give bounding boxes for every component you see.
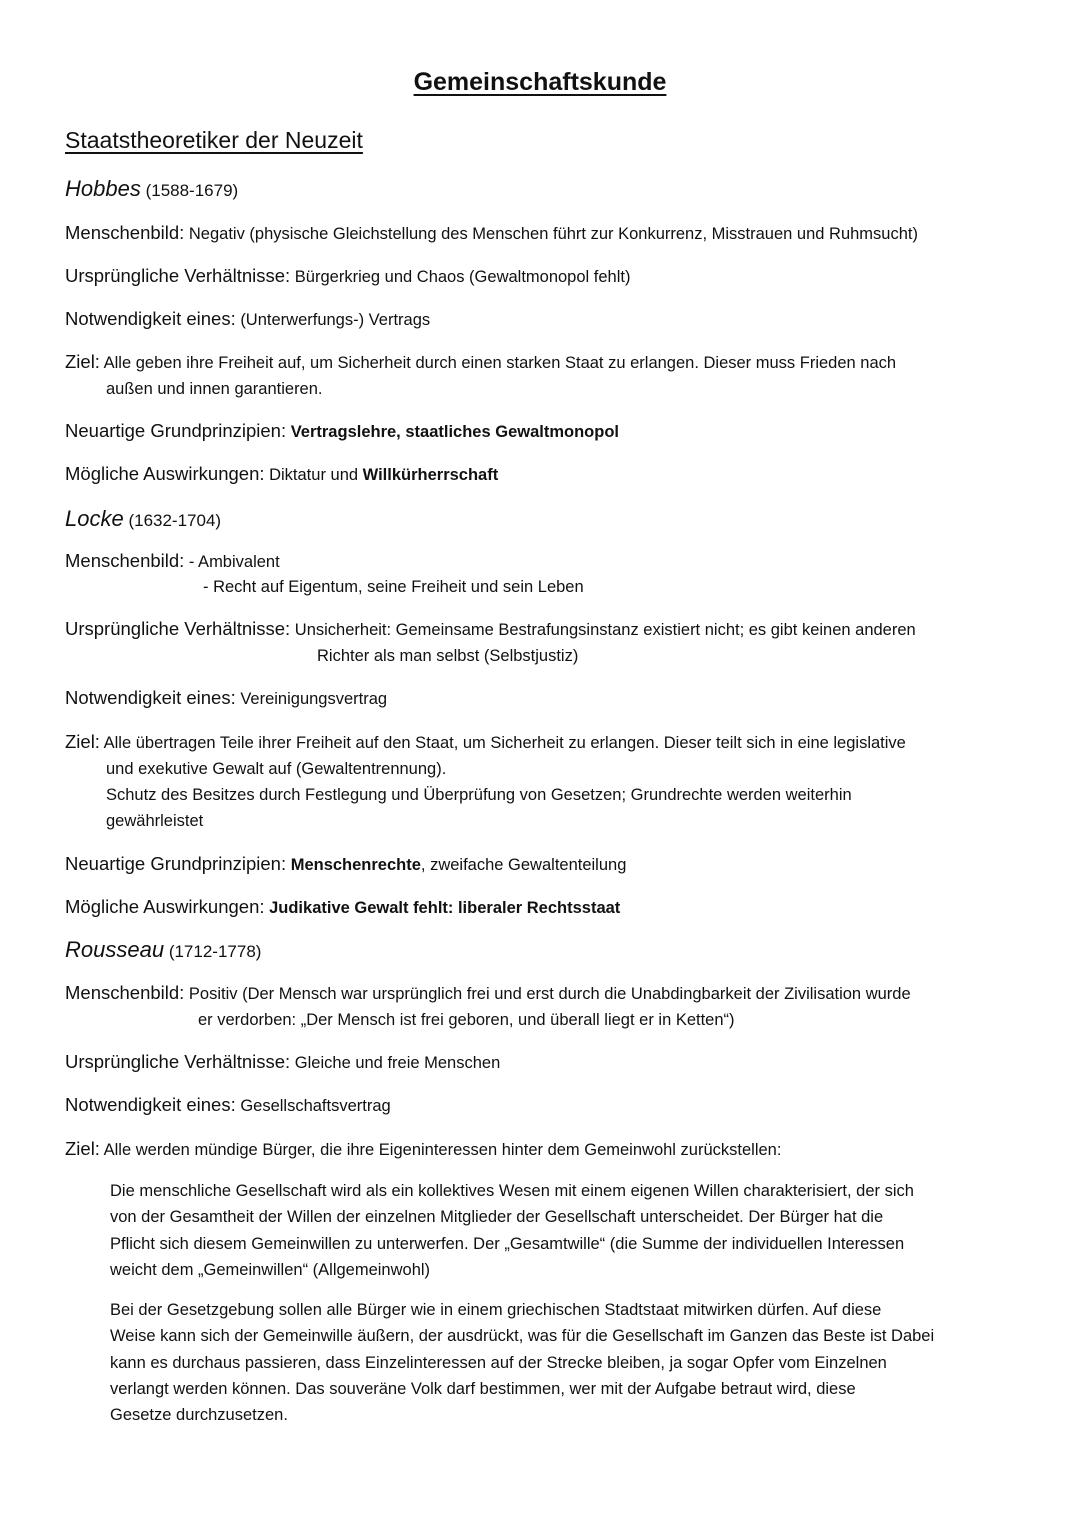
value: Alle werden mündige Bürger, die ihre Eigeninteressen hinter dem Gemeinwohl zurückstellen: [103,1141,782,1159]
locke-notwendigkeit [65,685,1025,712]
thinker-years: (1712-1778) [168,942,262,961]
label: Menschenbild: [65,222,185,243]
thinker-heading-hobbes [65,176,238,202]
paragraph-line: Pflicht sich diesem Gemeinwillen zu unterwerfen. Der „Gesamtwille“ (die Summe der individuellen Interessen [110,1234,905,1253]
locke-ziel-continued-3: gewährleistet [106,812,204,830]
locke-verhaeltnisse [65,616,1025,643]
value: Unsicherheit: Gemeinsame Bestrafungsinstanz existiert nicht; es gibt keinen anderen [294,621,916,639]
thinker-years: (1588-1679) [145,181,239,200]
label: Mögliche Auswirkungen: [65,896,265,917]
locke-ziel-continued-2: Schutz des Besitzes durch Festlegung und Überprüfung von Gesetzen; Grundrechte werden weiterhin [106,786,852,804]
rousseau-verhaeltnisse [65,1049,1025,1076]
label: Ziel: [65,351,100,372]
paragraph-line: Die menschliche Gesellschaft wird als ein kollektives Wesen mit einem eigenen Willen charakterisiert, der sich [110,1182,914,1200]
label: Notwendigkeit eines: [65,308,236,329]
label: Notwendigkeit eines: [65,1094,236,1115]
value-bold: Menschenrechte [290,856,421,874]
label: Menschenbild: [65,550,185,571]
value: Alle übertragen Teile ihrer Freiheit auf den Staat, um Sicherheit zu erlangen. Dieser teilt sich in eine legislative [103,734,906,752]
rousseau-paragraph-1 [110,1178,1020,1283]
value-bold: Willkürherrschaft [362,466,499,484]
thinker-heading-locke [65,506,221,532]
value: Gesellschaftsvertrag [240,1097,391,1115]
thinker-heading-rousseau [65,937,261,963]
label: Ziel: [65,1138,100,1159]
locke-auswirkungen [65,894,1025,921]
hobbes-ziel [65,349,1025,376]
label: Neuartige Grundprinzipien: [65,420,287,441]
label: Notwendigkeit eines: [65,687,236,708]
page-title: Gemeinschaftskunde [413,68,667,96]
label: Ursprüngliche Verhältnisse: [65,1051,291,1072]
hobbes-prinzipien [65,418,1025,445]
value: Vertragslehre, staatliches Gewaltmonopol [290,423,619,441]
thinker-years: (1632-1704) [128,511,222,530]
locke-ziel-continued-1: und exekutive Gewalt auf (Gewaltentrennung). [106,760,447,778]
value: Diktatur und [269,466,359,484]
paragraph-line: Weise kann sich der Gemeinwille äußern, der ausdrückt, was für die Gesellschaft im Ganzen das Beste ist Dabei [110,1327,935,1346]
locke-prinzipien [65,851,1025,878]
label: Ziel: [65,731,100,752]
label: Mögliche Auswirkungen: [65,463,265,484]
value: - Ambivalent [188,553,280,571]
locke-verhaeltnisse-continued: Richter als man selbst (Selbstjustiz) [317,647,579,665]
label: Menschenbild: [65,982,185,1003]
value: Vereinigungsvertrag [240,690,388,708]
locke-menschenbild [65,548,1025,575]
paragraph-line: von der Gesamtheit der Willen der einzelnen Mitglieder der Gesellschaft unterscheidet. Der Bürger hat die [110,1208,884,1227]
locke-menschenbild-continued: - Recht auf Eigentum, seine Freiheit und sein Leben [203,578,584,596]
rousseau-paragraph-2 [110,1297,1020,1428]
paragraph-line: Bei der Gesetzgebung sollen alle Bürger wie in einem griechischen Stadtstaat mitwirken dürfen. Auf diese [110,1301,882,1319]
value: Negativ (physische Gleichstellung des Menschen führt zur Konkurrenz, Misstrauen und Ruhmsucht) [188,225,918,243]
label: Ursprüngliche Verhältnisse: [65,265,291,286]
value: Gleiche und freie Menschen [294,1054,501,1072]
rousseau-notwendigkeit [65,1092,1025,1119]
hobbes-menschenbild [65,220,1025,247]
thinker-name: Locke [65,506,124,531]
value: , zweifache Gewaltenteilung [420,856,627,874]
rousseau-menschenbild-continued: er verdorben: „Der Mensch ist frei geboren, und überall liegt er in Ketten“) [198,1011,735,1029]
hobbes-verhaeltnisse [65,263,1025,290]
paragraph-line: Gesetze durchzusetzen. [110,1406,288,1425]
value: Alle geben ihre Freiheit auf, um Sicherheit durch einen starken Staat zu erlangen. Dieser muss Frieden nach [103,354,897,372]
rousseau-ziel [65,1136,1025,1163]
hobbes-notwendigkeit [65,306,1025,333]
rousseau-menschenbild [65,980,1025,1007]
label: Ursprüngliche Verhältnisse: [65,618,291,639]
value: Bürgerkrieg und Chaos (Gewaltmonopol fehlt) [294,268,631,286]
paragraph-line: verlangt werden können. Das souveräne Volk darf bestimmen, wer mit der Aufgabe betraut wird, diese [110,1379,856,1398]
value: (Unterwerfungs-) Vertrags [240,311,431,329]
thinker-name: Hobbes [65,176,141,201]
paragraph-line: weicht dem „Gemeinwillen“ (Allgemeinwohl) [110,1260,431,1279]
label: Neuartige Grundprinzipien: [65,853,287,874]
hobbes-auswirkungen [65,461,1025,488]
locke-ziel [65,729,1025,756]
hobbes-ziel-continued: außen und innen garantieren. [106,380,323,398]
thinker-name: Rousseau [65,937,165,962]
value-bold: Judikative Gewalt fehlt: liberaler Rechtsstaat [269,899,621,917]
value: Positiv (Der Mensch war ursprünglich frei und erst durch die Unabdingbarkeit der Zivilisation wurde [188,985,911,1003]
section-heading: Staatstheoretiker der Neuzeit [65,127,363,153]
paragraph-line: kann es durchaus passieren, dass Einzelinteressen auf der Strecke bleiben, ja sogar Opfer vom Einzelnen [110,1353,887,1372]
